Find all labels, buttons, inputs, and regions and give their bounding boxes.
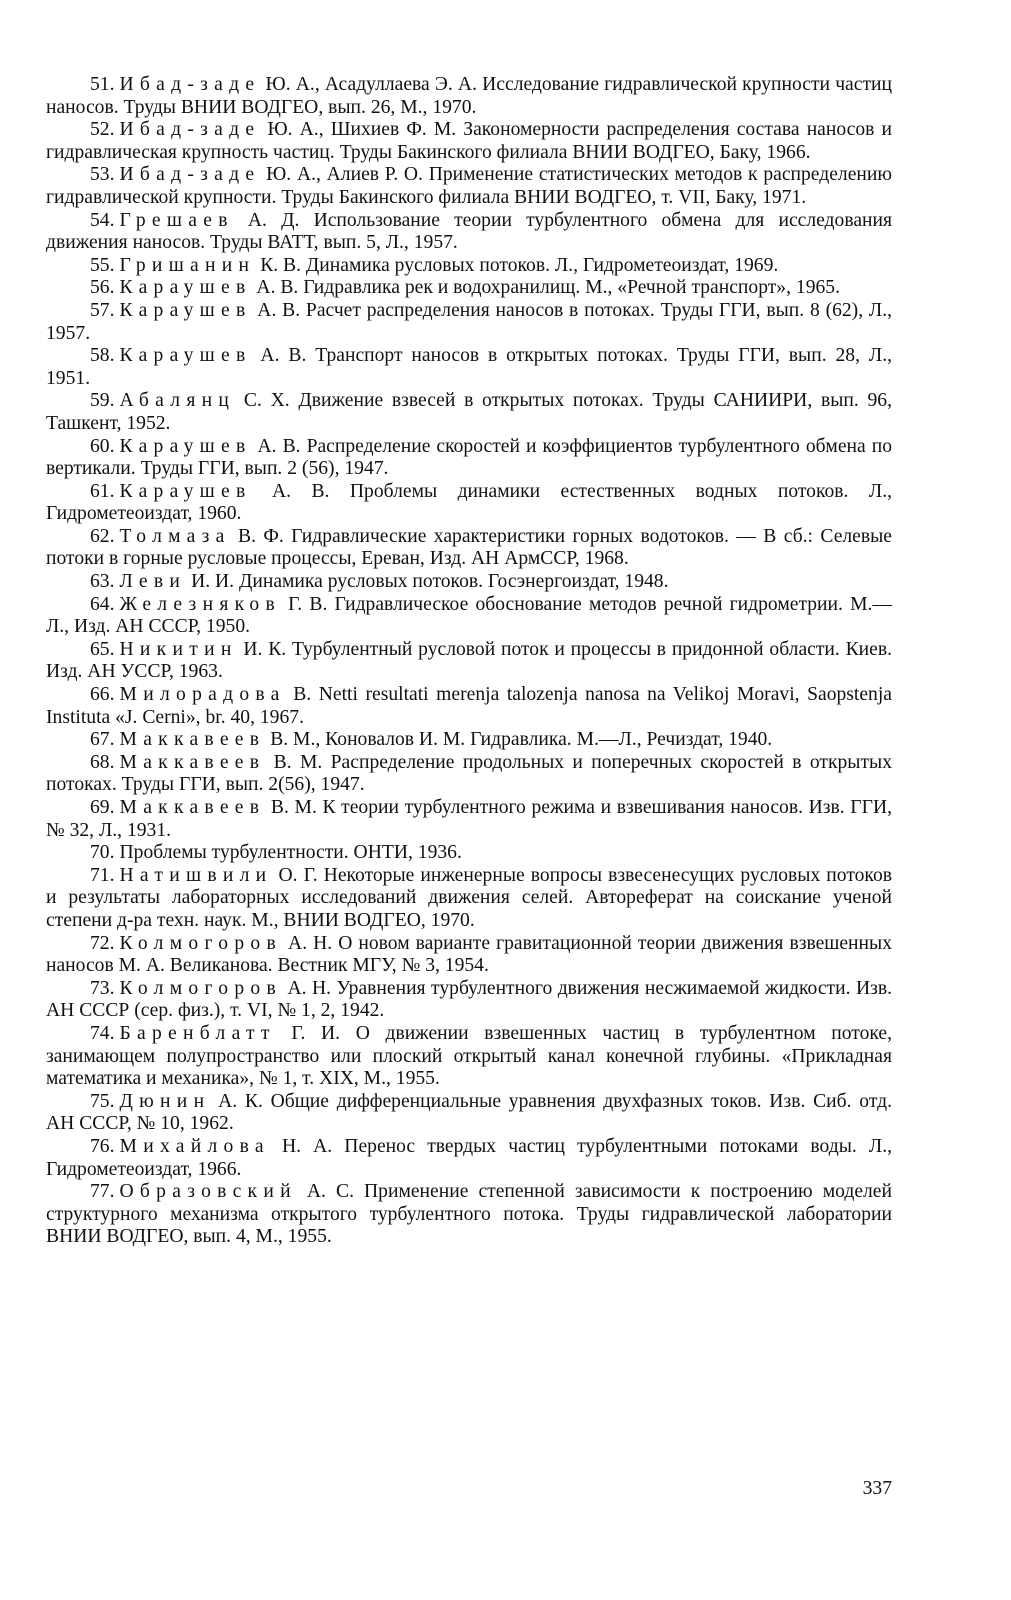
reference-entry xyxy=(46,865,892,933)
reference-number: 65. xyxy=(90,638,115,660)
reference-entry xyxy=(46,390,892,435)
reference-text: А. К. Общие дифференциальные уравнения двухфазных токов. Изв. Сиб. отд. АН СССР, № 10, 1962. xyxy=(46,1090,892,1135)
reference-text: Проблемы турбулентности. ОНТИ, 1936. xyxy=(119,842,462,864)
reference-text: Г. В. Гидравлическое обоснование методов речной гидрометрии. М.—Л., Изд. АН СССР, 1950. xyxy=(46,593,892,638)
reference-author: Маккавеев xyxy=(119,797,266,818)
reference-text: Г. И. О движении взвешенных частиц в турбулентном потоке, занимающем полупространство или плоский открытый канал конечной глубины. «Прикладная математика и механика», № 1, т. XIX, М., 1955. xyxy=(46,1022,892,1090)
reference-entry xyxy=(46,571,892,594)
reference-text: А. В. Гидравлика рек и водохранилищ. М., «Речной транспорт», 1965. xyxy=(251,277,840,299)
reference-author: Леви xyxy=(119,571,187,593)
reference-number: 70. xyxy=(90,842,115,864)
reference-text: В. М. Распределение продольных и поперечных скоростей в открытых потоках. Труды ГГИ, вып. 2(56), 1947. xyxy=(46,751,892,796)
reference-author: Ибад-заде xyxy=(119,164,261,186)
reference-number: 71. xyxy=(90,864,115,886)
reference-text: А. В. Транспорт наносов в открытых потоках. Труды ГГИ, вып. 28, Л., 1951. xyxy=(46,345,892,389)
reference-text: А. Н. О новом варианте гравитационной теории движения взвешенных наносов М. А. Великанова. Вестник МГУ, № 3, 1954. xyxy=(46,932,892,977)
reference-text: Ю. А., Шихиев Ф. М. Закономерности распределения состава наносов и гидравлическая крупность частиц. Труды Бакинского филиала ВНИИ ВОДГЕО, Баку, 1966. xyxy=(46,119,892,163)
reference-entry xyxy=(46,1136,892,1181)
reference-entry xyxy=(46,797,892,842)
reference-entry xyxy=(46,277,892,300)
reference-author: Михайлова xyxy=(119,1135,270,1157)
reference-entry xyxy=(46,481,892,526)
reference-number: 74. xyxy=(90,1022,115,1044)
reference-number: 68. xyxy=(90,751,115,773)
reference-text: И. И. Динамика русловых потоков. Госэнергоиздат, 1948. xyxy=(186,571,669,593)
reference-number: 54. xyxy=(90,209,115,231)
reference-number: 75. xyxy=(90,1090,115,1112)
reference-author: Караушев xyxy=(119,480,252,502)
reference-text: Ю. А., Асадуллаева Э. А. Исследование гидравлической крупности частиц наносов. Труды ВНИИ ВОДГЕО, вып. 26, М., 1970. xyxy=(46,74,892,118)
reference-entry xyxy=(46,684,892,729)
reference-number: 64. xyxy=(90,593,115,615)
reference-number: 67. xyxy=(90,729,115,751)
reference-text: В. Netti resultati merenja talozenja nanosa na Velikoj Moravi, Saopstenja Instituta «J. Cerni», br. 40, 1967. xyxy=(46,684,892,728)
reference-text: В. Ф. Гидравлические характеристики горных водотоков. — В сб.: Селевые потоки в горные русловые процессы, Ереван, Изд. АН АрмССР, 1968. xyxy=(46,525,892,570)
reference-text: А. Д. Использование теории турбулентного обмена для исследования движения наносов. Труды ВАТТ, вып. 5, Л., 1957. xyxy=(46,209,892,254)
bibliography-page xyxy=(46,74,892,1249)
reference-text: А. В. Расчет распределения наносов в потоках. Труды ГГИ, вып. 8 (62), Л., 1957. xyxy=(46,299,892,344)
reference-author: Натишвили xyxy=(119,864,273,886)
reference-author: Гришанин xyxy=(119,254,256,276)
reference-author: Ибад-заде xyxy=(119,74,261,95)
reference-entry xyxy=(46,526,892,571)
reference-author: Караушев xyxy=(119,299,252,321)
reference-entry xyxy=(46,594,892,639)
reference-author: Маккавеев xyxy=(119,751,266,773)
reference-author: Милорадова xyxy=(119,684,286,706)
reference-author: Караушев xyxy=(119,345,252,367)
reference-number: 51. xyxy=(90,74,115,95)
reference-author: Ибад-заде xyxy=(119,119,261,141)
reference-entry xyxy=(46,164,892,209)
reference-author: Баренблатт xyxy=(119,1022,276,1044)
reference-author: Караушев xyxy=(119,435,252,457)
reference-entry xyxy=(46,210,892,255)
reference-text: А. В. Распределение скоростей и коэффициентов турбулентного обмена по вертикали. Труды ГГИ, вып. 2 (56), 1947. xyxy=(46,435,892,480)
reference-author: Грешаев xyxy=(119,209,234,231)
reference-entry xyxy=(46,933,892,978)
reference-number: 59. xyxy=(90,390,115,412)
reference-text: В. М. К теории турбулентного режима и взвешивания наносов. Изв. ГГИ, № 32, Л., 1931. xyxy=(46,797,892,841)
reference-number: 62. xyxy=(90,525,115,547)
reference-number: 60. xyxy=(90,435,115,457)
reference-entry xyxy=(46,436,892,481)
reference-entry xyxy=(46,752,892,797)
reference-number: 66. xyxy=(90,684,115,706)
reference-author: Никитин xyxy=(119,638,238,660)
reference-text: А. Н. Уравнения турбулентного движения несжимаемой жидкости. Изв. АН СССР (сер. физ.), т. VI, № 1, 2, 1942. xyxy=(46,977,892,1022)
reference-author: Толмаза xyxy=(119,525,231,547)
reference-entry xyxy=(46,300,892,345)
reference-list xyxy=(46,74,892,1249)
reference-entry xyxy=(46,729,892,752)
reference-text: В. М., Коновалов И. М. Гидравлика. М.—Л., Речиздат, 1940. xyxy=(265,729,773,751)
reference-author: Образовский xyxy=(119,1181,297,1203)
page-number: 337 xyxy=(862,1478,892,1499)
reference-entry xyxy=(46,345,892,390)
reference-text: О. Г. Некоторые инженерные вопросы взвесенесущих русловых потоков и результаты лабораторных исследований движения селей. Автореферат на соискание ученой степени д-ра техн. наук. М., ВНИИ ВОДГЕО, 1970. xyxy=(46,864,892,931)
reference-author: Железняков xyxy=(119,593,282,615)
reference-entry xyxy=(46,842,892,865)
reference-number: 76. xyxy=(90,1135,115,1157)
reference-number: 61. xyxy=(90,480,115,502)
reference-text: Ю. А., Алиев Р. О. Применение статистических методов к распределению гидравлической крупности. Труды Бакинского филиала ВНИИ ВОДГЕО, т. VII, Баку, 1971. xyxy=(46,164,892,208)
reference-number: 73. xyxy=(90,977,115,999)
reference-number: 72. xyxy=(90,932,115,954)
reference-author: Колмогоров xyxy=(119,977,283,999)
reference-number: 77. xyxy=(90,1181,115,1203)
reference-number: 53. xyxy=(90,164,115,186)
reference-entry xyxy=(46,119,892,164)
reference-number: 56. xyxy=(90,277,115,299)
reference-number: 52. xyxy=(90,119,115,141)
reference-author: Караушев xyxy=(119,277,252,299)
reference-entry xyxy=(46,639,892,684)
reference-text: Н. А. Перенос твердых частиц турбулентными потоками воды. Л., Гидрометеоиздат, 1966. xyxy=(46,1135,892,1180)
reference-number: 58. xyxy=(90,345,115,367)
reference-text: С. Х. Движение взвесей в открытых потоках. Труды САНИИРИ, вып. 96, Ташкент, 1952. xyxy=(46,390,892,434)
reference-author: Маккавеев xyxy=(119,729,266,751)
reference-number: 69. xyxy=(90,797,115,818)
reference-entry xyxy=(46,978,892,1023)
reference-author: Абалянц xyxy=(119,390,236,412)
reference-entry xyxy=(46,74,892,119)
reference-text: И. К. Турбулентный русловой поток и процессы в придонной области. Киев. Изд. АН УССР, 1963. xyxy=(46,638,892,683)
reference-entry xyxy=(46,1091,892,1136)
reference-entry xyxy=(46,255,892,278)
reference-entry xyxy=(46,1181,892,1249)
reference-number: 55. xyxy=(90,254,115,276)
reference-text: К. В. Динамика русловых потоков. Л., Гидрометеоиздат, 1969. xyxy=(255,254,779,276)
reference-author: Дюнин xyxy=(119,1090,211,1112)
reference-entry xyxy=(46,1023,892,1091)
reference-number: 57. xyxy=(90,299,115,321)
reference-text: А. В. Проблемы динамики естественных водных потоков. Л., Гидрометеоиздат, 1960. xyxy=(46,480,892,525)
reference-author: Колмогоров xyxy=(119,932,283,954)
reference-text: А. С. Применение степенной зависимости к построению моделей структурного механизма открытого турбулентного потока. Труды гидравлической лаборатории ВНИИ ВОДГЕО, вып. 4, М., 1955. xyxy=(46,1181,892,1248)
reference-number: 63. xyxy=(90,571,115,593)
